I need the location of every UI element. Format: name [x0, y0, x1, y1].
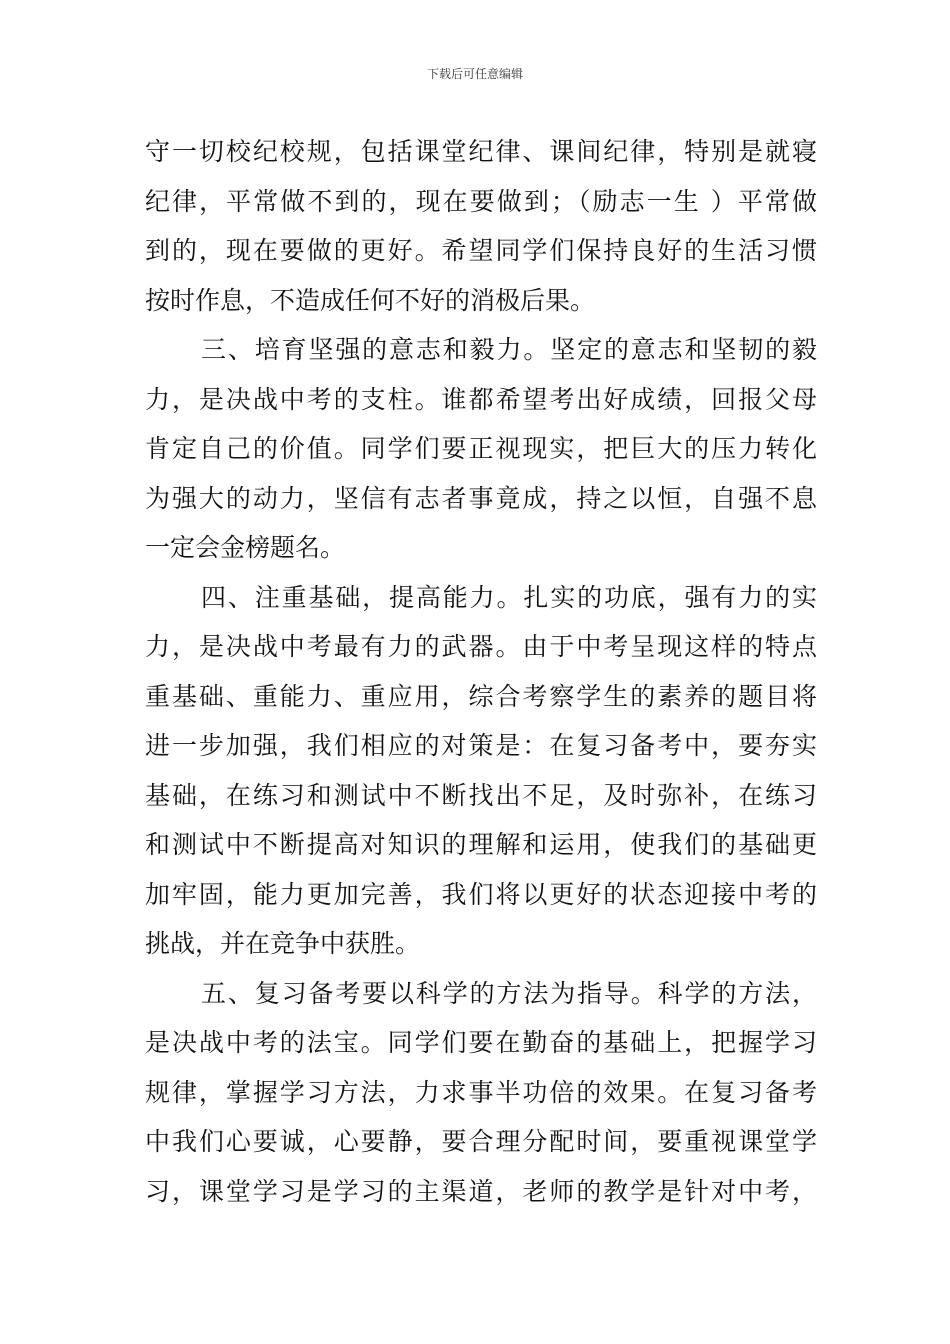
text-line: 纪律，平常做不到的，现在要做到；（励志一生 ）平常做 — [145, 186, 817, 216]
text-line: 和测试中不断提高对知识的理解和运用，使我们的基础更 — [145, 830, 817, 859]
text-line: 为强大的动力，坚信有志者事竟成，持之以恒，自强不息 — [145, 483, 817, 513]
text-line: 力，是决战中考的支柱。谁都希望考出好成绩，回报父母 — [145, 384, 817, 414]
text-line: 进一步加强，我们相应的对策是：在复习备考中，要夯实 — [145, 731, 817, 760]
text-line: 加牢固，能力更加完善，我们将以更好的状态迎接中考的 — [145, 879, 817, 909]
text-line: 习，课堂学习是学习的主渠道，老师的教学是针对中考， — [145, 1176, 817, 1206]
text-line: 到的，现在要做的更好。希望同学们保持良好的生活习惯 — [145, 236, 817, 265]
paragraph-heading-line: 四、注重基础，提高能力。扎实的功底，强有力的实 — [201, 582, 817, 612]
text-line: 中我们心要诚，心要静，要合理分配时间，要重视课堂学 — [145, 1127, 817, 1156]
text-line: 挑战，并在竞争中获胜。 — [145, 929, 421, 958]
text-line: 肯定自己的价值。同学们要正视现实，把巨大的压力转化 — [145, 434, 817, 463]
text-line: 规律，掌握学习方法，力求事半功倍的效果。在复习备考 — [145, 1077, 817, 1107]
text-line: 一定会金榜题名。 — [145, 533, 346, 562]
page-header: 下载后可任意编辑 — [426, 67, 523, 81]
text-line: 力，是决战中考最有力的武器。由于中考呈现这样的特点 — [145, 632, 817, 661]
paragraph-heading-line: 五、复习备考要以科学的方法为指导。科学的方法， — [201, 978, 817, 1008]
text-line: 守一切校纪校规，包括课堂纪律、课间纪律，特别是就寝 — [145, 137, 817, 166]
text-line: 按时作息，不造成任何不好的消极后果。 — [145, 285, 596, 315]
document-body — [145, 127, 817, 1216]
text-line: 重基础、重能力、重应用，综合考察学生的素养的题目将 — [145, 681, 817, 711]
text-line: 基础，在练习和测试中不断找出不足，及时弥补，在练习 — [145, 780, 817, 810]
paragraph-heading-line: 三、培育坚强的意志和毅力。坚定的意志和坚韧的毅 — [201, 335, 817, 364]
text-line: 是决战中考的法宝。同学们要在勤奋的基础上，把握学习 — [145, 1028, 817, 1057]
